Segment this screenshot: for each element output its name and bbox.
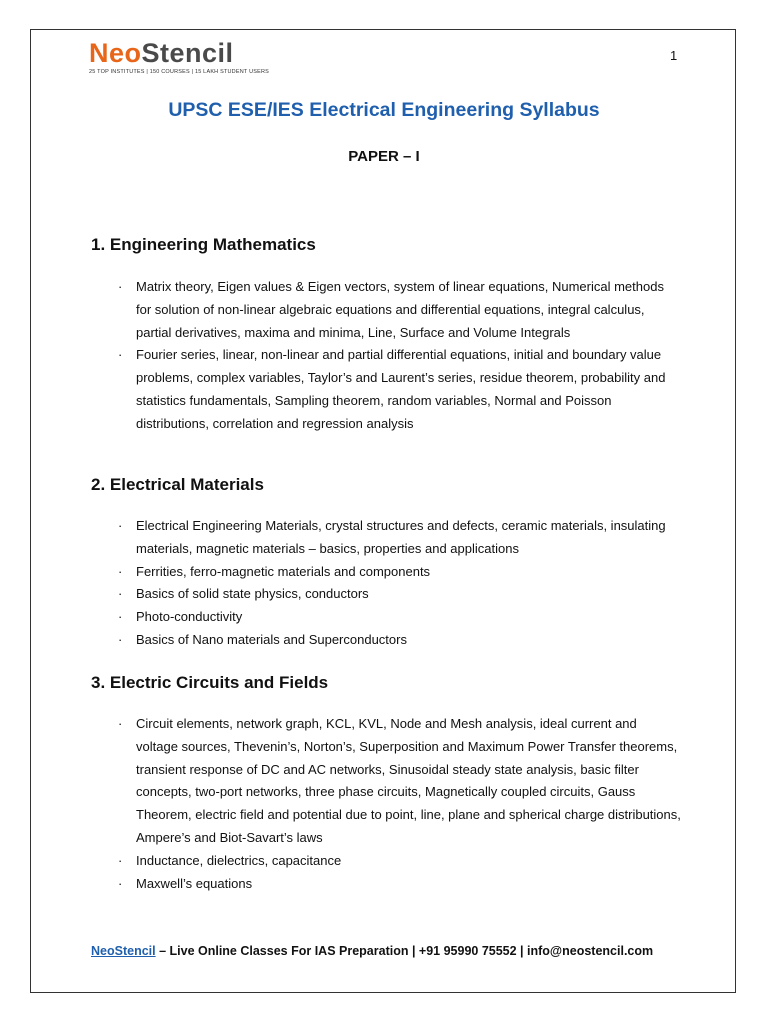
list-item <box>91 344 681 435</box>
document-title: UPSC ESE/IES Electrical Engineering Syllabus <box>168 99 600 121</box>
list-item <box>91 606 681 629</box>
footer-text: – Live Online Classes For IAS Preparation | +91 95990 75552 | info@neostencil.com <box>155 944 654 958</box>
list-item-text: Ferrities, ferro-magnetic materials and components <box>136 563 431 579</box>
bullet-icon: · <box>118 716 123 731</box>
list-item <box>91 276 681 344</box>
logo-tagline: 25 TOP INSTITUTES | 150 COURSES | 15 LAKH STUDENT USERS <box>89 69 270 75</box>
list-item-text: Fourier series, linear, non-linear and partial differential equations, initial and boundary value problems, complex variables, Taylor’s and Laurent’s series, residue theorem, probability and statistics fundamentals, Sampling theorem, random variables, Normal and Poisson distributions, correlation and regression analysis <box>136 347 666 431</box>
page-number: 1 <box>670 48 678 63</box>
list-item-text: Basics of solid state physics, conductors <box>136 586 369 602</box>
list-item <box>91 583 681 606</box>
paper-title: PAPER – I <box>348 148 420 165</box>
section-heading: 2. Electrical Materials <box>91 475 264 494</box>
section-heading: 1. Engineering Mathematics <box>91 235 316 254</box>
bullet-icon: · <box>118 347 123 363</box>
section-heading: 3. Electric Circuits and Fields <box>91 673 329 692</box>
list-item <box>91 713 681 850</box>
list-item-text: Matrix theory, Eigen values & Eigen vectors, system of linear equations, Numerical methods for solution of non-linear algebraic equations and differential equations, integral calculus, partial derivatives, maxima and minima, Line, Surface and Volume Integrals <box>136 279 664 340</box>
list-item <box>91 561 681 584</box>
section-engineering-mathematics <box>91 235 681 436</box>
logo-stencil-text: Stencil <box>141 38 234 68</box>
bullet-icon: · <box>118 852 123 868</box>
bullet-icon: · <box>118 609 123 625</box>
bullet-list <box>91 713 681 895</box>
list-item <box>91 515 681 561</box>
list-item-text: Maxwell’s equations <box>136 875 253 891</box>
list-item-text: Electrical Engineering Materials, crystal structures and defects, ceramic materials, insulating materials, magnetic materials – basics, properties and applications <box>136 518 666 556</box>
list-item-text: Basics of Nano materials and Superconductors <box>136 631 407 647</box>
bullet-icon: · <box>118 631 123 647</box>
bullet-icon: · <box>118 279 123 294</box>
neostencil-logo <box>89 38 269 75</box>
logo-neo-text: Neo <box>89 38 142 68</box>
list-item <box>91 873 681 896</box>
list-item-text: Circuit elements, network graph, KCL, KVL, Node and Mesh analysis, ideal current and voltage sources, Thevenin’s, Norton’s, Superposition and Maximum Power Transfer theorems, transient response of DC and AC networks, Sinusoidal steady state analysis, basic filter concepts, two-port networks, three phase circuits, Magnetically coupled circuits, Gauss Theorem, electric field and potential due to point, line, plane and spherical charge distributions, Ampere’s and Biot-Savart’s laws <box>136 716 681 845</box>
bullet-list <box>91 515 681 652</box>
bullet-icon: · <box>118 518 123 533</box>
list-item <box>91 629 681 652</box>
list-item-text: Photo-conductivity <box>136 609 243 625</box>
neostencil-link[interactable]: NeoStencil <box>91 944 156 958</box>
section-electric-circuits-and-fields <box>91 673 681 895</box>
section-electrical-materials <box>91 475 681 652</box>
bullet-list <box>91 276 681 436</box>
list-item <box>91 850 681 873</box>
bullet-icon: · <box>118 586 123 602</box>
bullet-icon: · <box>118 875 123 891</box>
bullet-icon: · <box>118 563 123 579</box>
list-item-text: Inductance, dielectrics, capacitance <box>136 852 342 868</box>
page-footer <box>91 944 653 958</box>
